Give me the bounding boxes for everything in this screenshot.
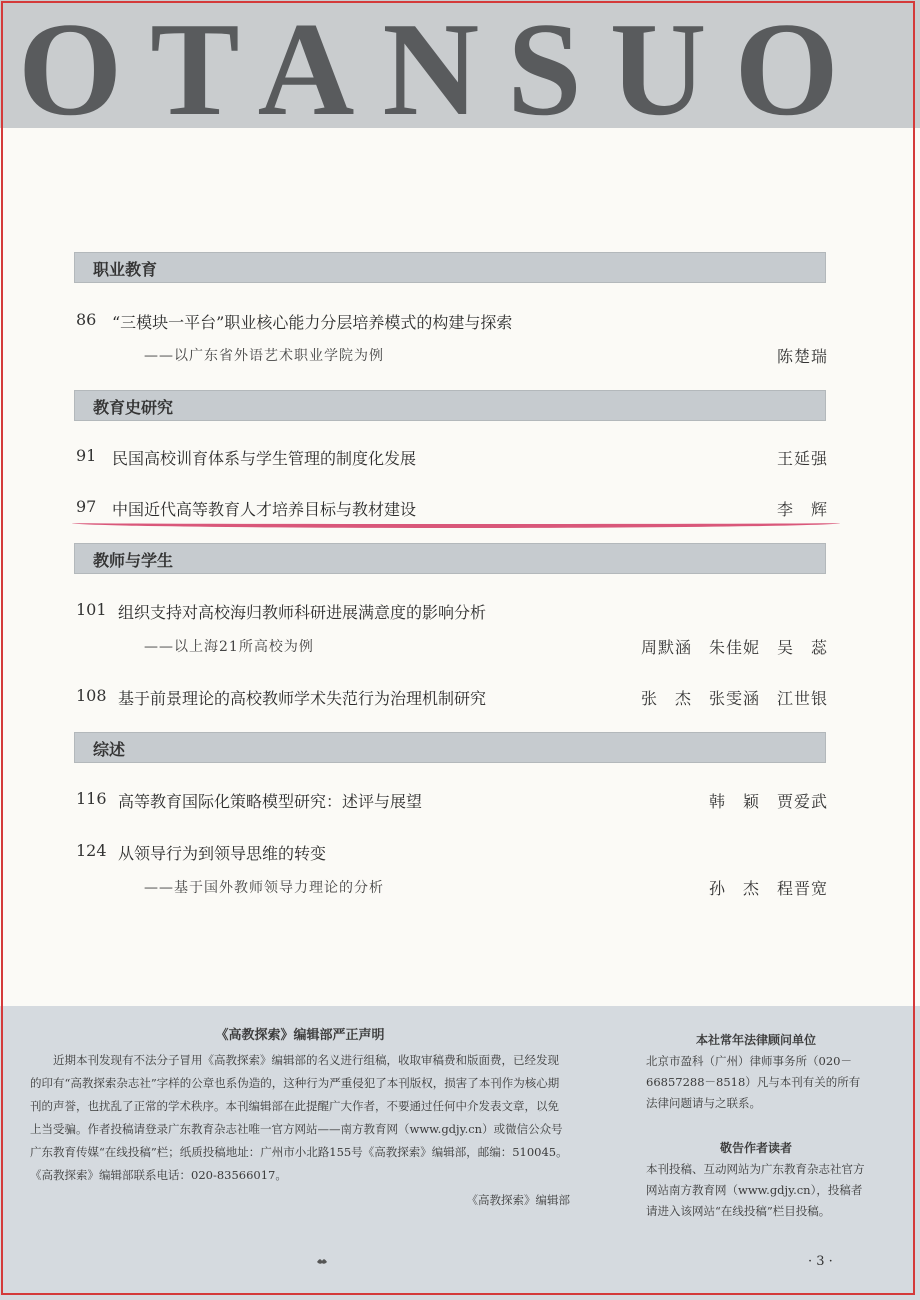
entry-author: 陈楚瑞	[776, 347, 828, 366]
entry-page: 101	[76, 600, 107, 619]
statement-signature: 《高教探索》编辑部	[466, 1193, 570, 1207]
masthead	[0, 0, 920, 128]
highlight-underline	[72, 518, 840, 528]
entry-page: 91	[76, 446, 97, 465]
section-header-history	[74, 390, 826, 421]
section-title: 教师与学生	[93, 551, 174, 570]
section-title: 综述	[93, 740, 126, 759]
editorial-statement	[30, 1024, 570, 1212]
entry-title: 中国近代高等教育人才培养目标与教材建设	[112, 500, 417, 519]
legal-advisor-notice	[646, 1030, 866, 1114]
toc-entry[interactable]	[76, 686, 828, 710]
entry-page: 116	[76, 789, 107, 808]
ornament-icon	[316, 1256, 328, 1266]
entry-title: 组织支持对高校海归教师科研进展满意度的影响分析	[118, 603, 487, 622]
statement-title: 《高教探索》编辑部严正声明	[215, 1028, 385, 1043]
entry-authors: 周默涵 朱佳妮 吴 蕊	[640, 638, 828, 657]
toc-entry[interactable]	[76, 789, 828, 813]
authors-notice-title: 敬告作者读者	[719, 1141, 792, 1155]
section-header-vocational	[74, 252, 826, 283]
entry-page: 124	[76, 841, 107, 860]
page-number: · 3 ·	[808, 1254, 833, 1269]
entry-author: 李 辉	[776, 500, 828, 519]
entry-subtitle: ——基于国外教师领导力理论的分析	[144, 880, 384, 896]
toc-entry[interactable]	[76, 841, 828, 901]
toc-entry[interactable]	[76, 446, 828, 470]
entry-authors: 孙 杰 程晋宽	[708, 879, 828, 898]
entry-authors: 张 杰 张雯涵 江世银	[640, 689, 828, 708]
legal-title: 本社常年法律顾问单位	[695, 1033, 816, 1047]
authors-notice-body: 本刊投稿、互动网站为广东教育杂志社官方网站南方教育网（www.gdjy.cn），投稿者请进入该网站“在线投稿”栏目投稿。	[646, 1162, 865, 1218]
entry-page: 97	[76, 497, 97, 516]
section-header-review	[74, 732, 826, 763]
statement-body: 近期本刊发现有不法分子冒用《高教探索》编辑部的名义进行组稿，收取审稿费和版面费，已经发现的印有“高教探索杂志社”字样的公章也系伪造的，这种行为严重侵犯了本刊版权，损害了本刊作为核心期刊的声誉，也扰乱了正常的学术秩序。本刊编辑部在此提醒广大作者，不要通过任何中介发表文章，以免上当受骗。作者投稿请登录广东教育杂志社唯一官方网站——南方教育网（www.gdjy.cn）或微信公众号广东教育传媒“在线投稿”栏；纸质投稿地址：广州市小北路155号《高教探索》编辑部，邮编：510045。《高教探索》编辑部联系电话：020-83566017。	[30, 1053, 568, 1182]
entry-title: 民国高校训育体系与学生管理的制度化发展	[112, 449, 417, 468]
authors-readers-notice	[646, 1138, 866, 1222]
section-header-teachers	[74, 543, 826, 574]
entry-title: 高等教育国际化策略模型研究：述评与展望	[118, 792, 423, 811]
entry-author: 王延强	[776, 449, 828, 468]
entry-title: “三模块一平台”职业核心能力分层培养模式的构建与探索	[112, 313, 513, 332]
entry-title: 从领导行为到领导思维的转变	[118, 844, 327, 863]
entry-subtitle: ——以上海21所高校为例	[144, 639, 314, 655]
section-title: 教育史研究	[93, 398, 174, 417]
entry-subtitle: ——以广东省外语艺术职业学院为例	[144, 348, 384, 364]
entry-title: 基于前景理论的高校教师学术失范行为治理机制研究	[118, 689, 487, 708]
masthead-title: OTANSUO	[18, 0, 867, 128]
toc-entry[interactable]	[76, 310, 828, 370]
section-title: 职业教育	[93, 260, 158, 279]
toc-entry[interactable]	[76, 600, 828, 660]
entry-page: 108	[76, 686, 107, 705]
entry-page: 86	[76, 310, 97, 329]
entry-authors: 韩 颖 贾爱武	[708, 792, 828, 811]
legal-body: 北京市盈科（广州）律师事务所（020－66857288－8518）凡与本刊有关的所有法律问题请与之联系。	[646, 1054, 861, 1110]
